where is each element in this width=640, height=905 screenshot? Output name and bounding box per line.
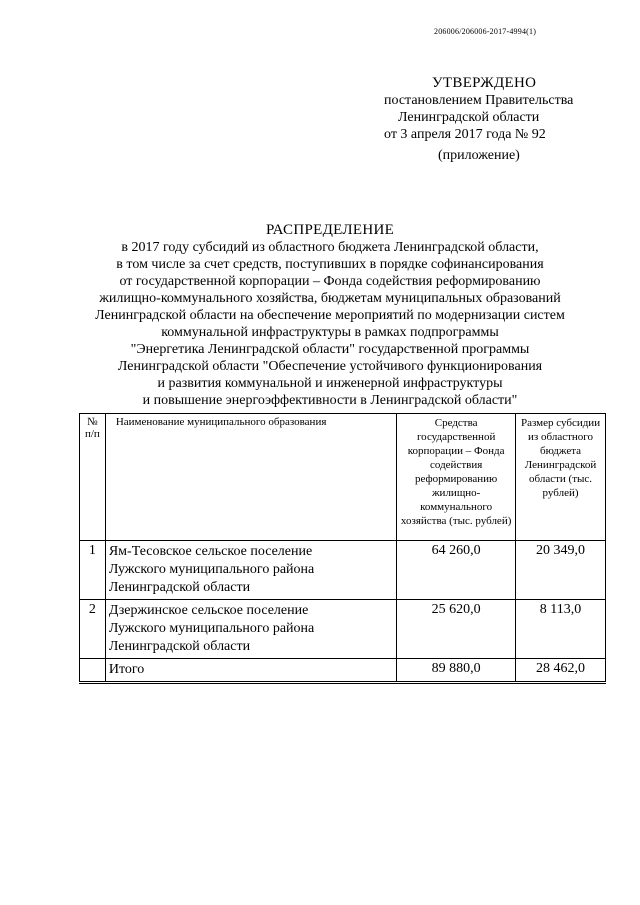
header-fund: Средства государственной корпорации – Фонда содействия реформированию жилищно-коммунального хозяйства (тыс. рублей) [397, 414, 516, 541]
table-total-row [80, 659, 606, 683]
document-id: 206006/206006-2017-4994(1) [434, 27, 537, 36]
heading-line: жилищно-коммунального хозяйства, бюджетам муниципальных образований [99, 291, 561, 306]
header-name: Наименование муниципального образования [105, 414, 396, 541]
distribution-table [79, 413, 606, 684]
row-subsidy: 20 349,0 [516, 541, 606, 600]
table-header-row [80, 414, 606, 541]
approval-title: УТВЕРЖДЕНО [432, 75, 537, 91]
approval-line-4: (приложение) [438, 148, 520, 163]
header-number: № п/п [80, 414, 106, 541]
heading-line: коммунальной инфраструктуры в рамках подпрограммы [161, 325, 499, 340]
row-name-line: Ленинградской области [108, 580, 251, 595]
total-label: Итого [105, 659, 396, 683]
header-subsidy: Размер субсидии из областного бюджета Ленинградской области (тыс. рублей) [516, 414, 606, 541]
row-fund: 25 620,0 [397, 600, 516, 659]
row-name-line: Ленинградской области [108, 639, 251, 654]
heading-line: в 2017 году субсидий из областного бюджета Ленинградской области, [121, 240, 539, 255]
total-fund: 89 880,0 [397, 659, 516, 683]
row-fund: 64 260,0 [397, 541, 516, 600]
heading-line: Ленинградской области "Обеспечение устойчивого функционирования [117, 359, 543, 374]
approval-line-2: Ленинградской области [398, 110, 540, 125]
row-name-line: Дзержинское сельское поселение [108, 603, 309, 618]
row-name-line: Лужского муниципального района [108, 562, 315, 577]
approval-stamp [380, 75, 600, 164]
total-subsidy: 28 462,0 [516, 659, 606, 683]
row-name [105, 600, 396, 659]
table-row [80, 541, 606, 600]
heading-line: Ленинградской области на обеспечение мероприятий по модернизации систем [95, 308, 565, 323]
row-name-line: Ям-Тесовское сельское поселение [108, 544, 313, 559]
row-name-line: Лужского муниципального района [108, 621, 315, 636]
heading-line: и развития коммунальной и инженерной инфраструктуры [157, 376, 503, 391]
row-subsidy: 8 113,0 [516, 600, 606, 659]
row-number: 1 [80, 541, 106, 600]
row-name [105, 541, 396, 600]
table-row [80, 600, 606, 659]
heading-line: "Энергетика Ленинградской области" государственной программы [130, 342, 530, 357]
total-number [80, 659, 106, 683]
heading-line: и повышение энергоэффективности в Ленинградской области" [142, 393, 518, 408]
document-heading [60, 222, 600, 409]
approval-line-1: постановлением Правительства [384, 93, 574, 108]
heading-line: от государственной корпорации – Фонда содействия реформированию [119, 274, 541, 289]
row-number: 2 [80, 600, 106, 659]
heading-line: в том числе за счет средств, поступивших в порядке софинансирования [116, 257, 544, 272]
approval-line-3: от 3 апреля 2017 года № 92 [384, 127, 546, 142]
heading-title: РАСПРЕДЕЛЕНИЕ [265, 222, 395, 238]
